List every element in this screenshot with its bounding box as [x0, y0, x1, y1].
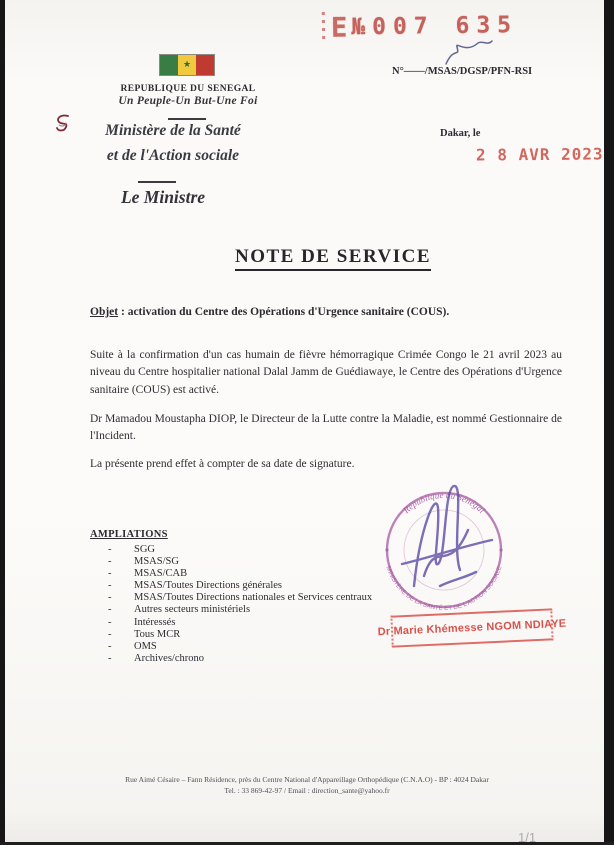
distribution-list: [108, 544, 408, 665]
list-item: [108, 629, 408, 641]
minister-office-line: Le Ministre: [120, 187, 206, 207]
date-stamp: 2 8 AVR 2023: [475, 144, 604, 165]
subject-line: [90, 306, 560, 318]
ministry-divider: [138, 181, 176, 183]
list-item: [108, 653, 408, 665]
list-item-label: - SGG: [134, 544, 156, 555]
svg-text:MINISTÈRE DE LA SANTÉ ET DE L': [384, 565, 503, 612]
flag-red-band: [196, 55, 214, 75]
body-paragraph: Suite à la confirmation d'un cas humain de fièvre hémorragique Crimée Congo le 21 avril 2023 au niveau du Centre hospitalier national Dalal Jamm de Guédiawaye, le Centre des Opérations d'Urgence sanitaire (COUS) est activé.: [90, 349, 562, 396]
flag-green-band: [160, 55, 178, 75]
seal-bottom-text: MINISTÈRE DE LA SANTÉ ET DE L'ACTION SOCIALE: [384, 565, 504, 613]
photo-edge-right: [604, 0, 614, 845]
ministry-round-seal: [368, 476, 520, 628]
subject-label: Objet: [90, 306, 119, 318]
flag-star-icon: ★: [182, 59, 192, 70]
senegal-flag-icon: [159, 54, 215, 76]
footer-address: [50, 775, 564, 796]
photo-edge-left: [0, 0, 5, 845]
list-item-label: - MSAS/SG: [134, 556, 179, 568]
list-item-label: - Archives/chrono: [134, 652, 204, 664]
subject-text: : activation du Centre des Opérations d'Urgence sanitaire (COUS).: [118, 306, 450, 318]
header-divider: [168, 118, 206, 120]
title-row: [0, 246, 614, 271]
list-item-label: - MSAS/CAB: [134, 568, 188, 580]
list-item-label: - Tous MCR: [134, 628, 181, 640]
ministry-name-line2: et de l'Action sociale: [106, 147, 240, 164]
stamp-tick-marks-icon: [322, 12, 325, 44]
list-item-label: - Autres secteurs ministériels: [134, 604, 251, 616]
republic-title: REPUBLIQUE DU SENEGAL: [120, 84, 256, 94]
list-item-label: - OMS: [134, 640, 157, 652]
document-reference: N°——/MSAS/DGSP/PFN-RSI: [392, 66, 533, 77]
svg-text:République du Sénégal: [400, 490, 487, 516]
flag-yellow-band: [178, 55, 196, 75]
list-item: [108, 641, 408, 653]
footer-line1: Rue Aimé Césaire – Fann Résidence, près du Centre National d'Appareillage Orthopédique (C.N.A.O) - BP : 4024 Dakar: [125, 775, 489, 784]
list-item: [108, 580, 408, 592]
footer-line2: Tel. : 33 869-42-97 / Email : direction_sante@yahoo.fr: [224, 785, 390, 795]
body-paragraph: Dr Mamadou Moustapha DIOP, le Directeur de la Lutte contre la Maladie, est nommé Gestionnaire de l'Incident.: [90, 413, 562, 443]
list-item: [108, 544, 408, 556]
list-item: [108, 617, 408, 629]
list-item: [108, 592, 408, 604]
list-item-label: - MSAS/Toutes Directions générales: [134, 580, 282, 592]
stamp-number: №007 635: [351, 12, 519, 41]
national-motto: Un Peuple-Un But-Une Foi: [118, 95, 258, 107]
place-and-date-label: Dakar, le: [440, 128, 481, 139]
minister-name-stamp: Dr Marie Khémesse NGOM NDIAYE: [390, 608, 553, 647]
list-item: [108, 568, 408, 580]
ministry-name-line1: Ministère de la Santé: [105, 122, 241, 139]
ministry-caduceus-icon: [50, 112, 76, 143]
page-title: NOTE DE SERVICE: [235, 246, 431, 271]
list-item: [108, 556, 408, 568]
list-item: [108, 604, 408, 616]
distribution-list-label: AMPLIATIONS: [90, 529, 168, 540]
seal-top-text: République du Sénégal: [401, 489, 487, 516]
body-paragraph: La présente prend effet à compter de sa date de signature.: [90, 458, 355, 470]
stamp-prefix: E: [330, 11, 348, 44]
page-number: 1/1: [518, 830, 537, 845]
list-item-label: - MSAS/Toutes Directions nationales et Services centraux: [134, 592, 373, 604]
list-item-label: - Intéressés: [134, 616, 176, 628]
